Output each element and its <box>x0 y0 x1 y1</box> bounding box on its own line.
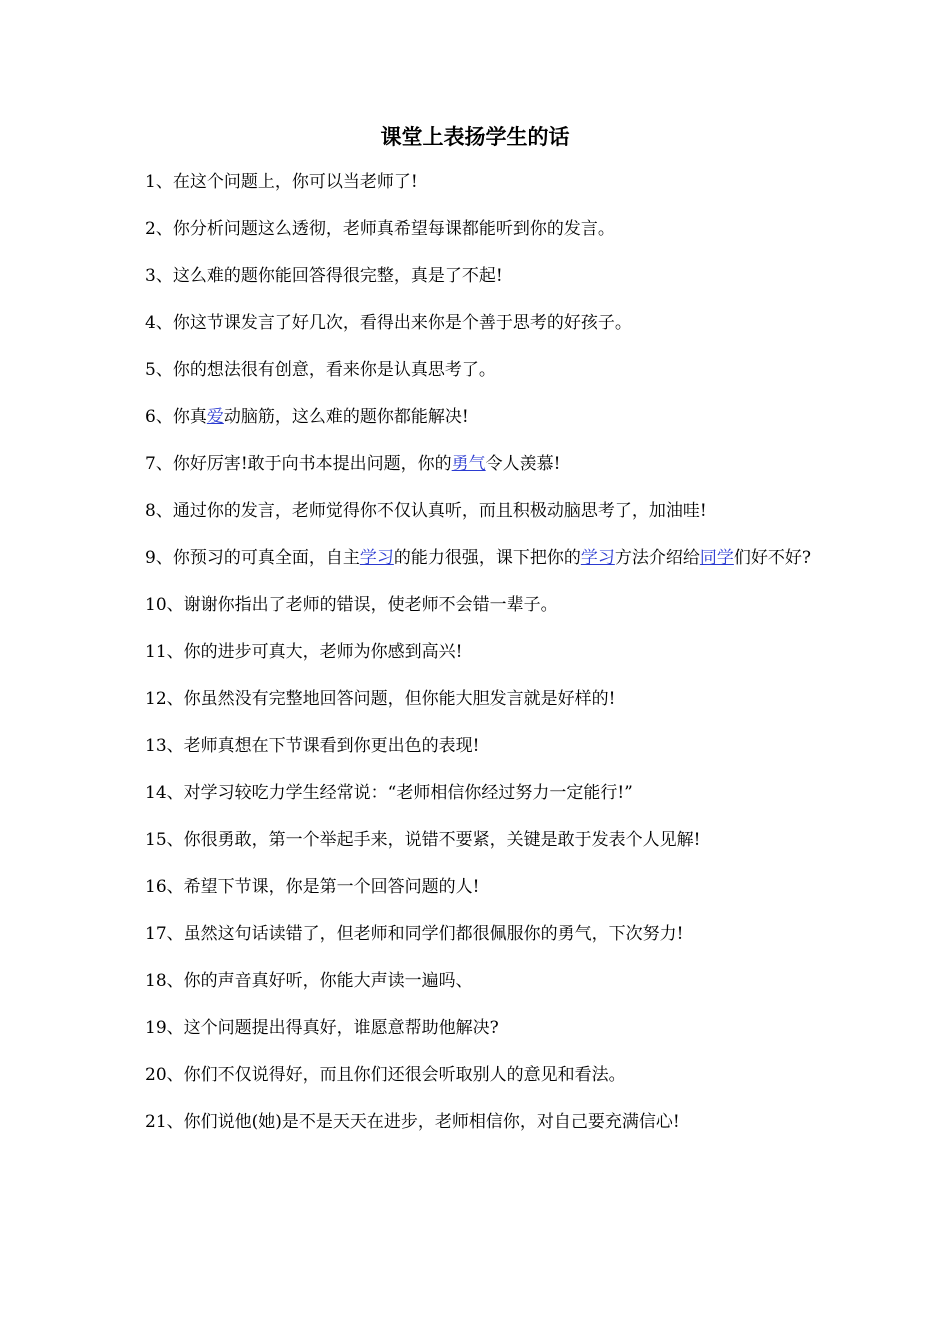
list-item <box>145 734 815 759</box>
list-item <box>145 1016 815 1041</box>
list-item <box>145 358 815 383</box>
list-item <box>145 311 815 336</box>
list-item-text: 9、你预习的可真全面，自主 <box>145 548 360 568</box>
list-item-text: 17、虽然这句话读错了，但老师和同学们都很佩服你的勇气，下次努力! <box>145 924 684 944</box>
list-item <box>145 1063 815 1088</box>
list-item <box>145 687 815 712</box>
page-title: 课堂上表扬学生的话 <box>380 124 570 149</box>
list-item-text: 令人羡慕! <box>485 454 561 474</box>
list-item-text: 7、你好厉害!敢于向书本提出问题，你的 <box>145 454 452 474</box>
list-item <box>145 499 815 524</box>
list-item <box>145 640 815 665</box>
list-item-text: 13、老师真想在下节课看到你更出色的表现! <box>145 736 480 756</box>
list-item-text: 的能力很强，课下把你的 <box>393 548 581 568</box>
inline-link[interactable]: 学习 <box>359 548 394 568</box>
list-item-text: 们好不好? <box>733 548 811 568</box>
list-item <box>145 452 815 477</box>
list-item-text: 21、你们说他(她)是不是天天在进步，老师相信你，对自己要充满信心! <box>145 1112 680 1132</box>
list-item-text: 5、你的想法很有创意，看来你是认真思考了。 <box>145 360 496 380</box>
list-item <box>145 170 815 195</box>
list-item-text: 19、这个问题提出得真好，谁愿意帮助他解决? <box>145 1018 499 1038</box>
list-item-text: 14、对学习较吃力学生经常说：“老师相信你经过努力一定能行!” <box>145 783 633 803</box>
list-item <box>145 781 815 806</box>
list-item-text: 15、你很勇敢，第一个举起手来，说错不要紧，关键是敢于发表个人见解! <box>145 830 701 850</box>
list-item-text: 12、你虽然没有完整地回答问题，但你能大胆发言就是好样的! <box>145 689 616 709</box>
list-item-text: 11、你的进步可真大，老师为你感到高兴! <box>145 642 463 662</box>
praise-list <box>145 170 815 1157</box>
list-item <box>145 405 815 430</box>
inline-link[interactable]: 同学 <box>699 548 734 568</box>
list-item-text: 动脑筋，这么难的题你都能解决! <box>223 407 469 427</box>
inline-link[interactable]: 勇气 <box>451 454 486 474</box>
list-item <box>145 1110 815 1135</box>
list-item <box>145 922 815 947</box>
list-item <box>145 546 815 571</box>
list-item <box>145 875 815 900</box>
list-item-text: 18、你的声音真好听，你能大声读一遍吗、 <box>145 971 473 991</box>
list-item-text: 方法介绍给 <box>614 548 700 568</box>
list-item-text: 4、你这节课发言了好几次，看得出来你是个善于思考的好孩子。 <box>145 313 632 333</box>
list-item-text: 3、这么难的题你能回答得很完整，真是了不起! <box>145 266 503 286</box>
list-item-text: 2、你分析问题这么透彻，老师真希望每课都能听到你的发言。 <box>145 219 615 239</box>
inline-link[interactable]: 学习 <box>580 548 615 568</box>
list-item <box>145 593 815 618</box>
list-item-text: 6、你真 <box>145 407 207 427</box>
list-item <box>145 217 815 242</box>
list-item-text: 16、希望下节课，你是第一个回答问题的人! <box>145 877 480 897</box>
list-item <box>145 969 815 994</box>
list-item <box>145 828 815 853</box>
inline-link[interactable]: 爱 <box>206 407 224 427</box>
list-item-text: 8、通过你的发言，老师觉得你不仅认真听，而且积极动脑思考了，加油哇! <box>145 501 707 521</box>
list-item-text: 1、在这个问题上，你可以当老师了! <box>145 172 418 192</box>
list-item-text: 10、谢谢你指出了老师的错误，使老师不会错一辈子。 <box>145 595 558 615</box>
list-item <box>145 264 815 289</box>
list-item-text: 20、你们不仅说得好，而且你们还很会听取别人的意见和看法。 <box>145 1065 626 1085</box>
